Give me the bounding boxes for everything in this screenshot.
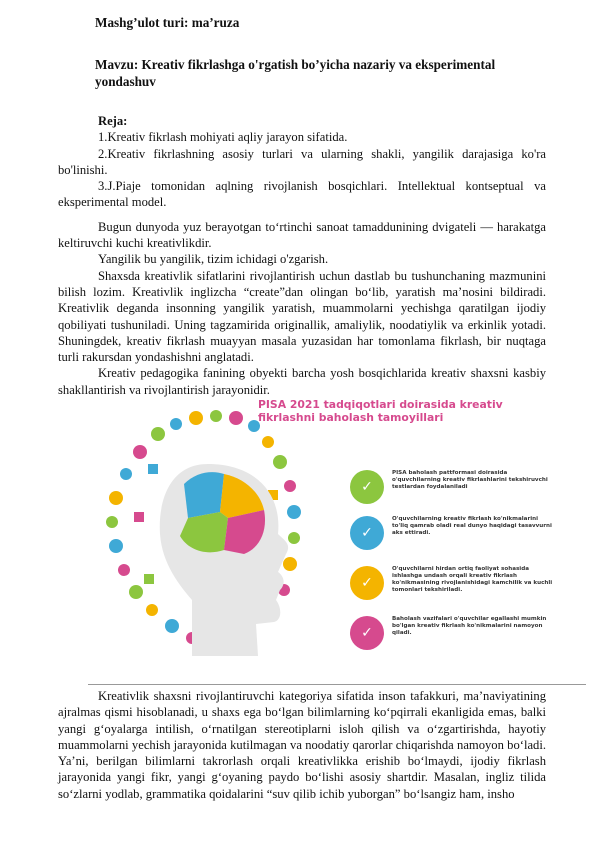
plan-item: 2.Kreativ fikrlashning asosiy turlari va ularning shakli, yangilik darajasiga ko'ra bo'linishi. (58, 146, 546, 177)
plan-label: Reja: (98, 114, 128, 128)
lesson-topic: Mavzu: Kreativ fikrlashga o'rgatish bo’yicha nazariy va eksperimental yondashuv (95, 57, 496, 89)
body-paragraph: Kreativlik shaxsni rivojlantiruvchi kategoriya sifatida inson tafakkuri, ma’naviyatining ajralmas qismi hisoblanadi, u shaxs ega bo‘lgan bilimlarning ko‘pqirrali ekanligida emas, balki yangi g‘oyalarga intilish, o‘rnatilgan stereotiplarni isloh qilish va o‘zgartirishda, hayotiy muammolarni yechish jarayonida kutilmagan va noodatiy qarorlar chiqarishda namoyon bo‘ladi. Ya’ni, berilgan bilimlarni takrorlash orqali kreativlikka erishib bo‘lmaydi, ijodiy fikrlash jarayonida yangi fikr, yangi g‘oyaning paydo bo‘lishi asosiy shartdir. Masalan, ingliz tilida so‘zlarni yodlab, grammatika qoidalarini “suv qilib ichib yuborgan” bo‘lsangiz ham, insho (58, 689, 546, 801)
principle-item (350, 516, 555, 550)
lesson-type: Mashg’ulot turi: ma’ruza (95, 15, 240, 30)
plan-item: 3.J.Piaje tomonidan aqlning rivojlanish bosqichlari. Intellektual kontseptual va eksperimental model. (58, 179, 546, 210)
pisa-infographic (88, 394, 558, 664)
body-paragraph: Shaxsda kreativlik sifatlarini rivojlantirish uchun dastlab bu tushunchaning mazmunini bilish lozim. Kreativlik inglizcha “create”dan olingan bo‘lib, yaratish ma’nosini bildiradi. Kreativlik deganda insonning yangilik yaratish, muammolarni yechishga qaratilgan ijodiy qobiliyati tushuniladi. Uning tagzamirida originallik, amaliylik, noodatiylik va erkinlik yotadi. Shuningdek, kreativ fikrlash muayyan masala yuzasidan har tomonlama fikrlash, bir nuqtaga turli rakursdan yondashishni anglatadi. (58, 268, 546, 365)
body-paragraph: Kreativ pedagogika fanining obyekti barcha yosh bosqichlarida kreativ shaxsni kasbiy shakllantirish va rivojlantirish jarayonidir. (58, 366, 546, 397)
plan-section (58, 113, 546, 398)
check-icon: ✓ (350, 470, 384, 504)
principle-text: O'quvchilarning kreativ fikrlash ko'nikmalarini to'liq qamrab oladi real dunyo haqidagi tasavvurni aks ettiradi. (392, 516, 552, 536)
plan-item: 1.Kreativ fikrlash mohiyati aqliy jarayon sifatida. (98, 130, 348, 145)
continued-text (58, 688, 546, 802)
principle-item (350, 616, 555, 650)
infographic-title: PISA 2021 tadqiqotlari doirasida kreativ fikrlashni baholash tamoyillari (258, 398, 503, 424)
body-paragraph: Yangilik bu yangilik, tizim ichidagi o'zgarish. (98, 252, 329, 267)
check-icon: ✓ (350, 516, 384, 550)
divider (88, 684, 586, 685)
check-icon: ✓ (350, 616, 384, 650)
principle-text: PISA baholash pattformasi doirasida o'quvchilarning kreativ fikrlashlarini tekshiruvchi testlardan foydalaniladi (392, 470, 548, 490)
brain-head-illustration (88, 394, 338, 664)
principle-text: Baholash vazifalari o'quvchilar egallashi mumkin bo'lgan kreativ fikrlash ko'nikmalarini namoyon qiladi. (392, 616, 547, 636)
principle-item (350, 470, 555, 504)
body-paragraph: Bugun dunyoda yuz berayotgan to‘rtinchi sanoat tamaddunining dvigateli — harakatga keltiruvchi kuchi kreativlikdir. (58, 219, 546, 251)
principle-text: O'quvchilarni hirdan ortiq faoliyat sohasida ishlashga undash orqali kreativ fikrlash ko'nikmasining rivojlanishidagi kamchilik va kuchli tomonlari tekshiriladi. (392, 566, 553, 593)
check-icon: ✓ (350, 566, 384, 600)
principle-item (350, 566, 555, 600)
